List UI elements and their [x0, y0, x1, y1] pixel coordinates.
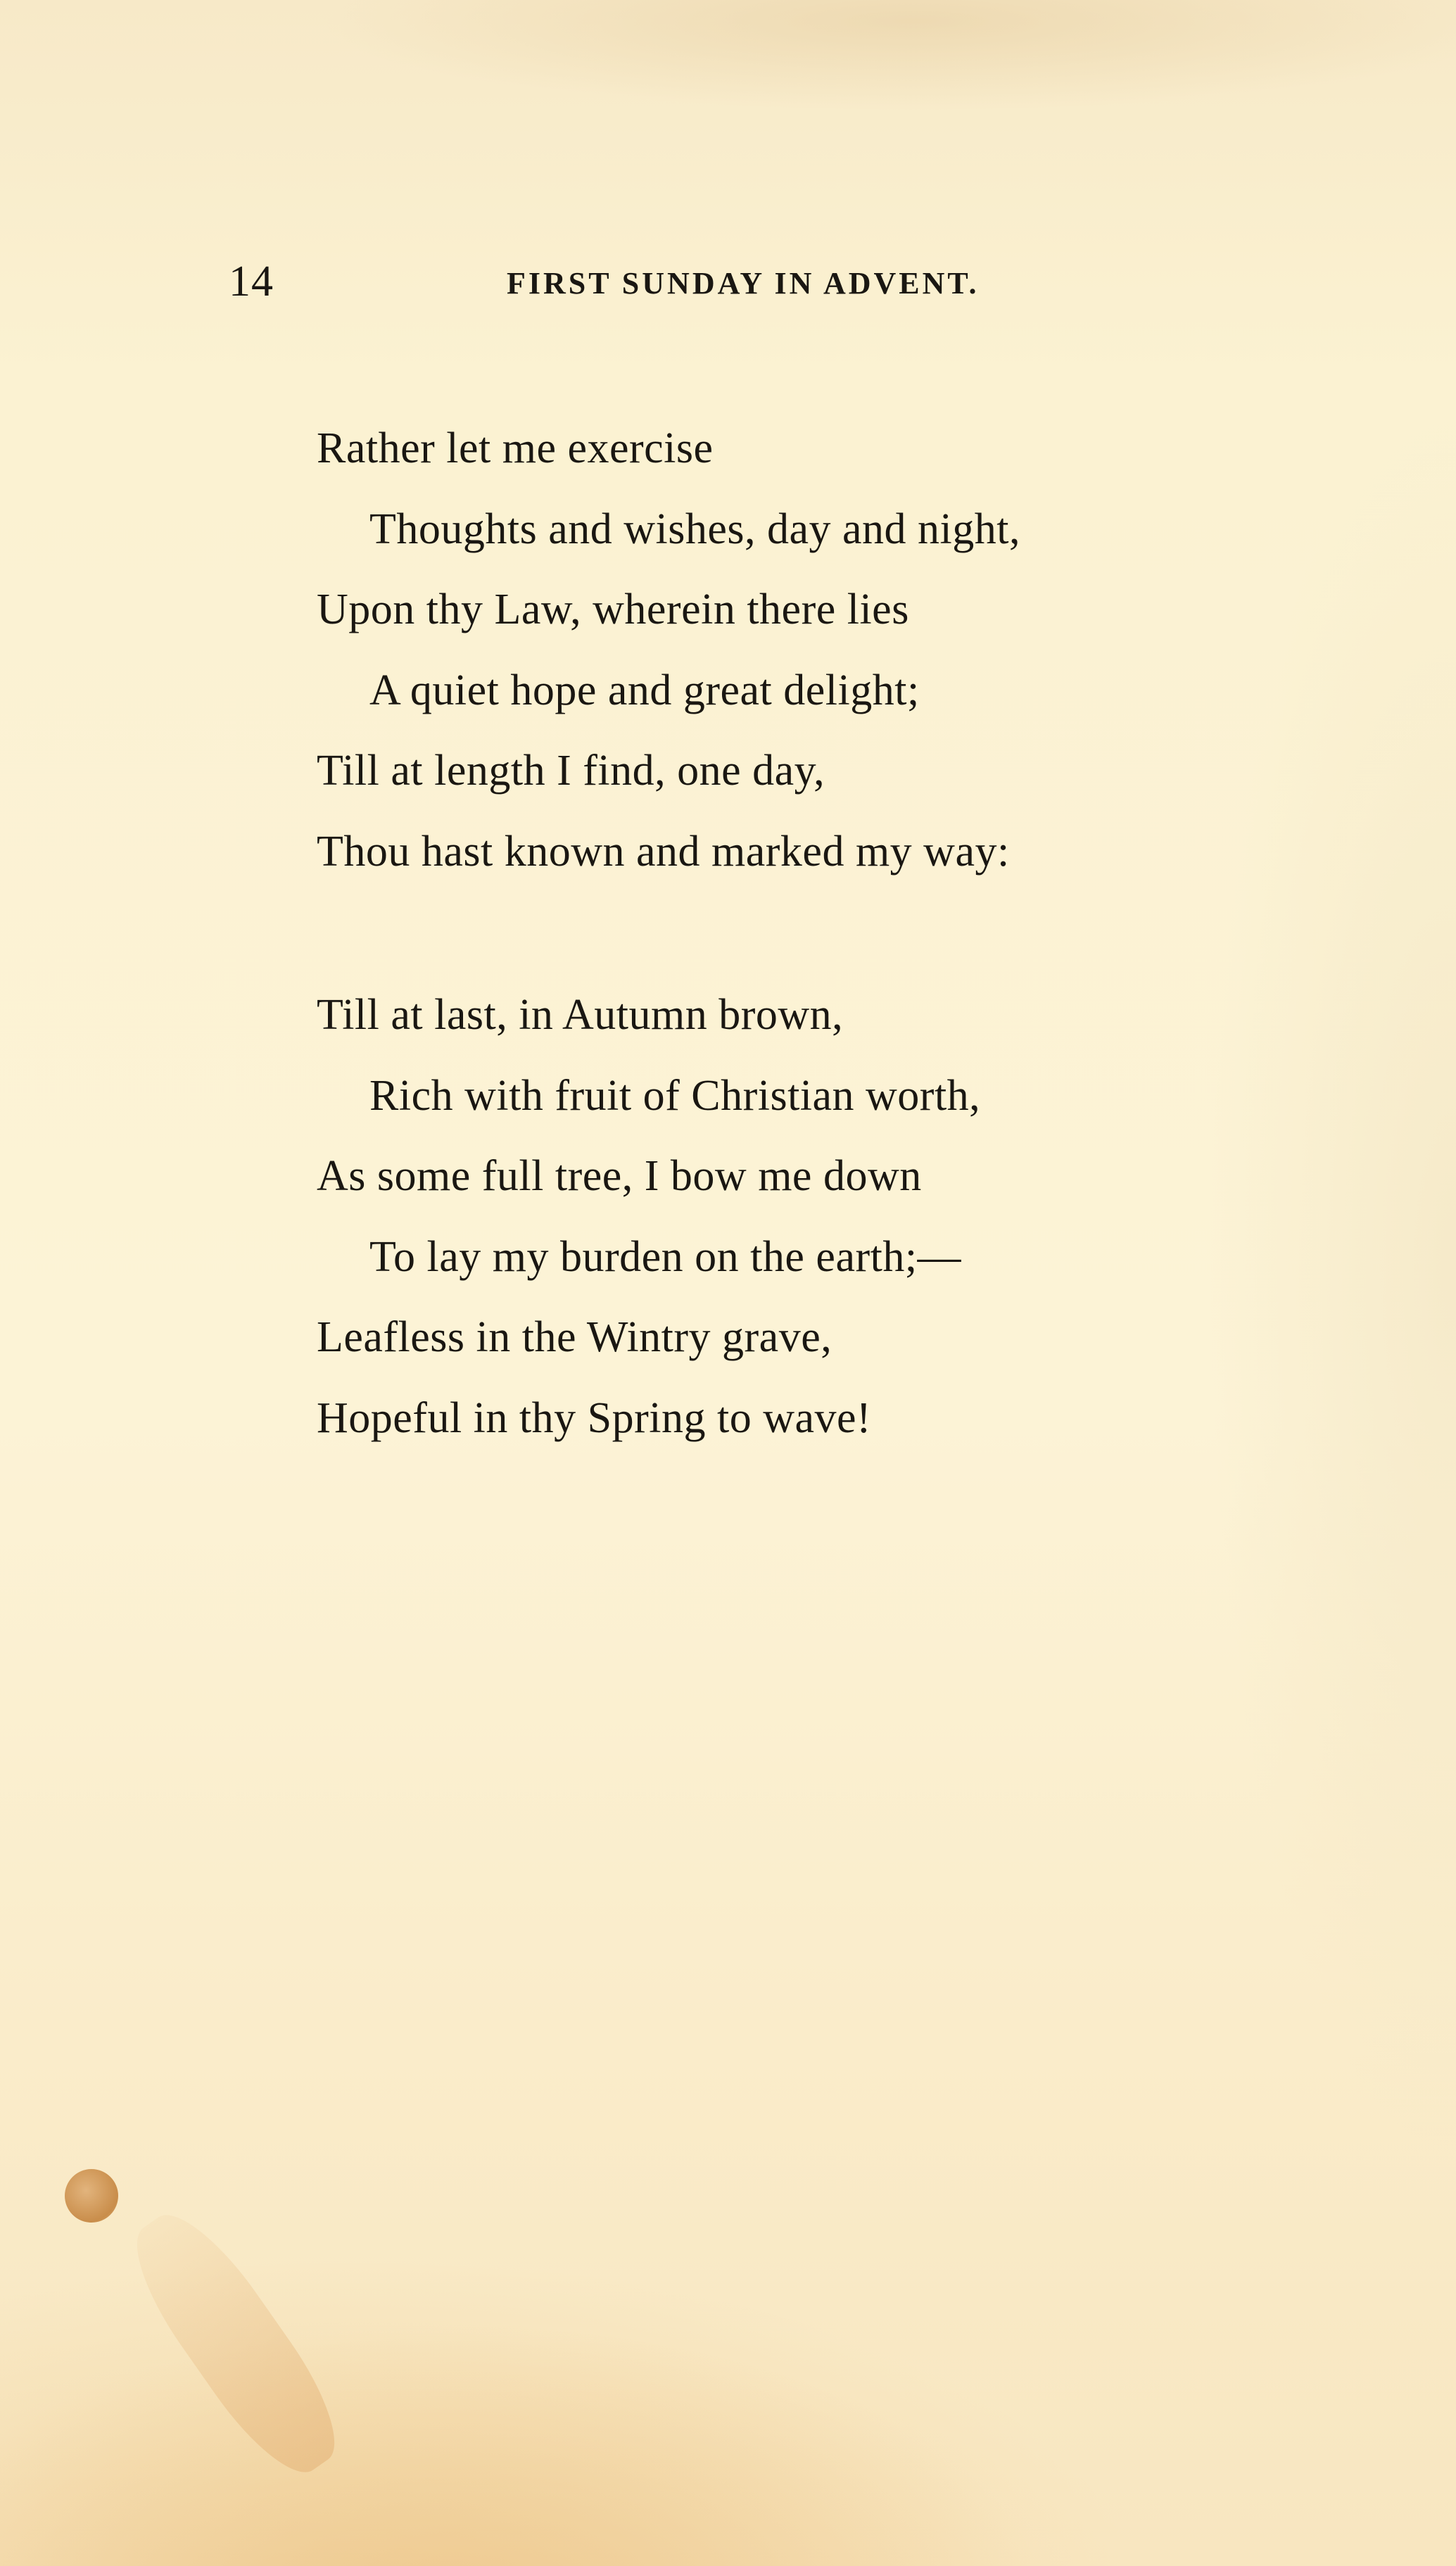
poem-line: Upon thy Law, wherein there lies [317, 586, 909, 633]
poem-line: To lay my burden on the earth;— [369, 1232, 962, 1281]
poem-line: Till at last, in Autumn brown, [317, 991, 844, 1039]
stanza-1 [317, 408, 1232, 892]
stain-spot [65, 2169, 118, 2223]
poem-line: Rich with fruit of Christian worth, [369, 1071, 981, 1120]
poem-line: Hopeful in thy Spring to wave! [317, 1393, 872, 1442]
poem-line: Rather let me exercise [317, 424, 714, 472]
poem-line: Thou hast known and marked my way: [317, 827, 1010, 876]
water-stain [0, 2322, 1056, 2566]
poem-line: A quiet hope and great delight; [369, 666, 920, 714]
page-number: 14 [229, 258, 274, 305]
poem-line: Till at length I find, one day, [317, 747, 825, 795]
poem-line: Thoughts and wishes, day and night, [369, 505, 1021, 553]
running-title: FIRST SUNDAY IN ADVENT. [507, 266, 980, 301]
poem-line: Leafless in the Wintry grave, [317, 1313, 833, 1361]
poem [317, 408, 1232, 1541]
poem-line: As some full tree, I bow me down [317, 1152, 922, 1200]
stanza-2 [317, 975, 1232, 1458]
